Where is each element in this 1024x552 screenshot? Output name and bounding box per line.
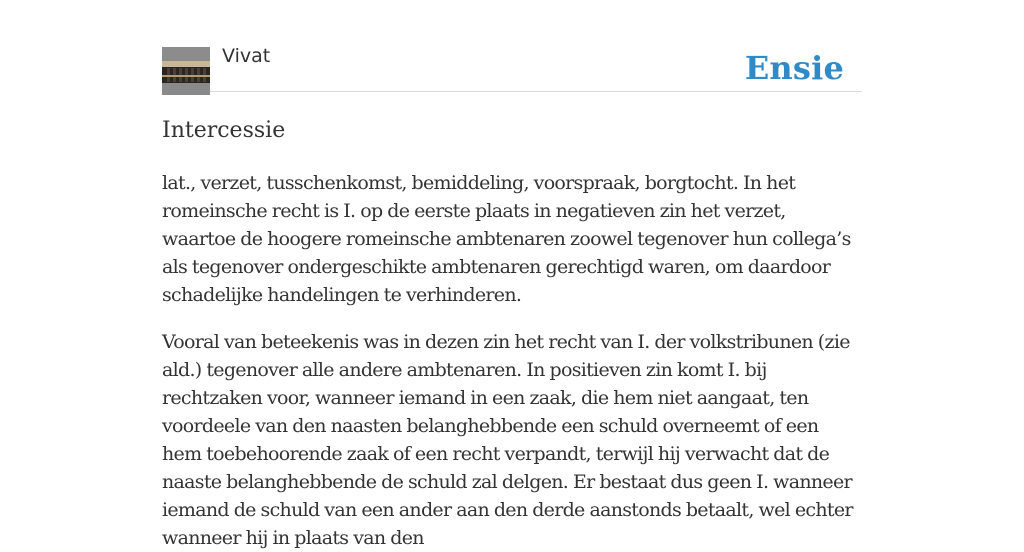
author-link[interactable]: Vivat <box>222 45 271 67</box>
book-spines-icon <box>162 47 210 95</box>
site-header <box>162 0 862 92</box>
article-paragraph-1: lat., verzet, tusschenkomst, bemiddeling, voorspraak, borgtocht. In het romeinsche recht is I. op de eerste plaats in negatieven zin het verzet, waartoe de hoogere romeinsche ambtenaren zoowel tegenover hun collega’s als tegenover ondergeschikte ambtenaren gerechtigd waren, om daardoor schadelijke handelingen te verhinderen. <box>162 172 851 306</box>
ensie-logo-link[interactable]: Ensie <box>744 49 844 87</box>
article-title: Intercessie <box>162 118 286 143</box>
article-paragraph-2: Vooral van beteekenis was in dezen zin het recht van I. der volkstribunen (zie ald.) tegenover alle andere ambtenaren. In positieven zin komt I. bij rechtzaken voor, wanneer iemand in een zaak, die hem niet aangaat, ten voordeele van den naasten belanghebbende een schuld overneemt of een hem toebehoorende zaak of een recht verpandt, terwijl hij verwacht dat de naaste belanghebbende de schuld zal delgen. Er bestaat dus geen I. wanneer iemand de schuld van een ander aan den derde aanstonds betaalt, wel echter wanneer hij in plaats van den <box>162 331 853 549</box>
author-avatar[interactable] <box>162 47 210 95</box>
content-column <box>162 0 862 552</box>
